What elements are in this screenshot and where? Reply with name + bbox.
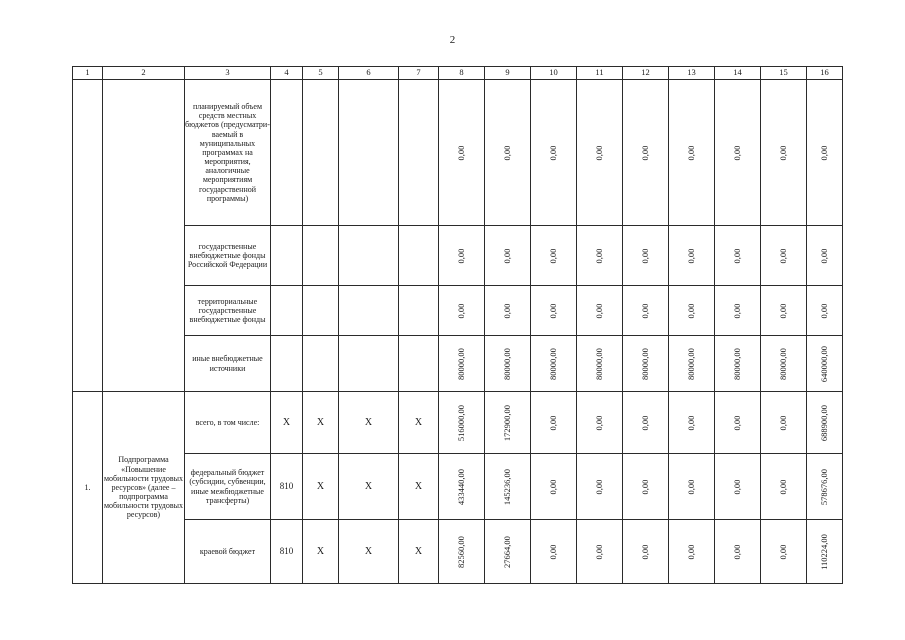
value-cell: 0,00 [715,454,761,520]
value-cell: 80000,00 [485,336,531,392]
value-cell: 0,00 [761,454,807,520]
value-cell: 516000,00 [439,392,485,454]
funding-source-cell: федеральный бюджет (субсидии, субвенции, иные межбюджетные трансферты) [185,454,271,520]
code-cell: Х [399,392,439,454]
value-cell: 0,00 [715,520,761,584]
header-cell: 8 [439,67,485,80]
value-cell: 0,00 [715,80,761,226]
header-cell: 10 [531,67,577,80]
value-cell: 0,00 [669,454,715,520]
code-cell: Х [303,392,339,454]
empty-cell [339,336,399,392]
header-cell: 5 [303,67,339,80]
code-cell: Х [303,454,339,520]
value-cell: 0,00 [485,286,531,336]
value-cell: 80000,00 [761,336,807,392]
funding-source-cell: государственные внебюджетные фонды Российской Федерации [185,226,271,286]
empty-cell [271,286,303,336]
table-row [73,392,843,454]
value-cell: 0,00 [577,454,623,520]
header-cell: 6 [339,67,399,80]
page-number: 2 [449,34,456,46]
code-cell: Х [339,392,399,454]
code-cell: Х [399,520,439,584]
value-cell: 0,00 [531,392,577,454]
value-cell: 80000,00 [577,336,623,392]
header-cell: 11 [577,67,623,80]
header-row [73,67,843,80]
empty-cell [303,226,339,286]
header-cell: 2 [103,67,185,80]
empty-cell [271,336,303,392]
code-cell: 810 [271,520,303,584]
value-cell: 0,00 [577,226,623,286]
funding-source-cell: территориальные государственные внебюджетные фонды [185,286,271,336]
total-cell: 578676,00 [807,454,843,520]
value-cell: 0,00 [623,392,669,454]
header-cell: 4 [271,67,303,80]
name-cell-empty [103,80,185,392]
value-cell: 0,00 [623,80,669,226]
value-cell: 0,00 [577,392,623,454]
header-cell: 1 [73,67,103,80]
empty-cell [271,80,303,226]
total-cell: 0,00 [807,226,843,286]
empty-cell [339,226,399,286]
value-cell: 0,00 [761,286,807,336]
header-cell: 9 [485,67,531,80]
value-cell: 145236,00 [485,454,531,520]
value-cell: 0,00 [439,286,485,336]
empty-cell [399,80,439,226]
value-cell: 0,00 [623,286,669,336]
value-cell: 0,00 [761,392,807,454]
funding-source-cell: планируемый объем средств местных бюджетов (предусматри-ваемый в муниципальных программах на мероприятия, аналогичные мероприятиям государственной программы) [185,80,271,226]
table-row [73,226,843,286]
empty-cell [339,80,399,226]
value-cell: 0,00 [439,226,485,286]
value-cell: 80000,00 [439,336,485,392]
value-cell: 80000,00 [623,336,669,392]
table-row [73,80,843,226]
table-row [73,336,843,392]
empty-cell [303,286,339,336]
value-cell: 0,00 [577,520,623,584]
code-cell: Х [303,520,339,584]
value-cell: 0,00 [623,226,669,286]
budget-table [72,66,843,584]
empty-cell [271,226,303,286]
value-cell: 0,00 [669,286,715,336]
value-cell: 0,00 [715,392,761,454]
table-row [73,520,843,584]
value-cell: 80000,00 [669,336,715,392]
value-cell: 433440,00 [439,454,485,520]
value-cell: 0,00 [761,80,807,226]
value-cell: 0,00 [669,80,715,226]
number-cell-empty [73,80,103,392]
header-cell: 12 [623,67,669,80]
code-cell: Х [339,454,399,520]
header-cell: 16 [807,67,843,80]
value-cell: 0,00 [531,454,577,520]
value-cell: 0,00 [531,80,577,226]
code-cell: 810 [271,454,303,520]
value-cell: 0,00 [761,226,807,286]
value-cell: 0,00 [669,226,715,286]
value-cell: 0,00 [485,226,531,286]
value-cell: 0,00 [623,520,669,584]
empty-cell [303,80,339,226]
subprogram-title: Подпрограмма «Повышение мобильности трудовых ресурсов» (далее – подпрограмма мобильности трудовых ресурсов) [103,392,185,584]
value-cell: 80000,00 [531,336,577,392]
value-cell: 172900,00 [485,392,531,454]
code-cell: Х [339,520,399,584]
funding-source-cell: краевой бюджет [185,520,271,584]
empty-cell [303,336,339,392]
header-cell: 15 [761,67,807,80]
value-cell: 0,00 [715,286,761,336]
total-cell: 0,00 [807,80,843,226]
value-cell: 0,00 [485,80,531,226]
value-cell: 0,00 [531,286,577,336]
header-cell: 14 [715,67,761,80]
total-cell: 110224,00 [807,520,843,584]
empty-cell [399,226,439,286]
code-cell: Х [271,392,303,454]
funding-source-cell: всего, в том числе: [185,392,271,454]
total-cell: 688900,00 [807,392,843,454]
value-cell: 0,00 [439,80,485,226]
table-row [73,454,843,520]
empty-cell [399,286,439,336]
value-cell: 27664,00 [485,520,531,584]
value-cell: 82560,00 [439,520,485,584]
total-cell: 0,00 [807,286,843,336]
table-row [73,286,843,336]
total-cell: 640000,00 [807,336,843,392]
value-cell: 0,00 [761,520,807,584]
funding-source-cell: иные внебюджетные источники [185,336,271,392]
value-cell: 80000,00 [715,336,761,392]
value-cell: 0,00 [531,520,577,584]
value-cell: 0,00 [531,226,577,286]
value-cell: 0,00 [623,454,669,520]
value-cell: 0,00 [577,80,623,226]
header-cell: 13 [669,67,715,80]
header-cell: 7 [399,67,439,80]
value-cell: 0,00 [715,226,761,286]
value-cell: 0,00 [669,520,715,584]
empty-cell [399,336,439,392]
header-cell: 3 [185,67,271,80]
value-cell: 0,00 [577,286,623,336]
value-cell: 0,00 [669,392,715,454]
empty-cell [339,286,399,336]
code-cell: Х [399,454,439,520]
subprogram-number: 1. [73,392,103,584]
